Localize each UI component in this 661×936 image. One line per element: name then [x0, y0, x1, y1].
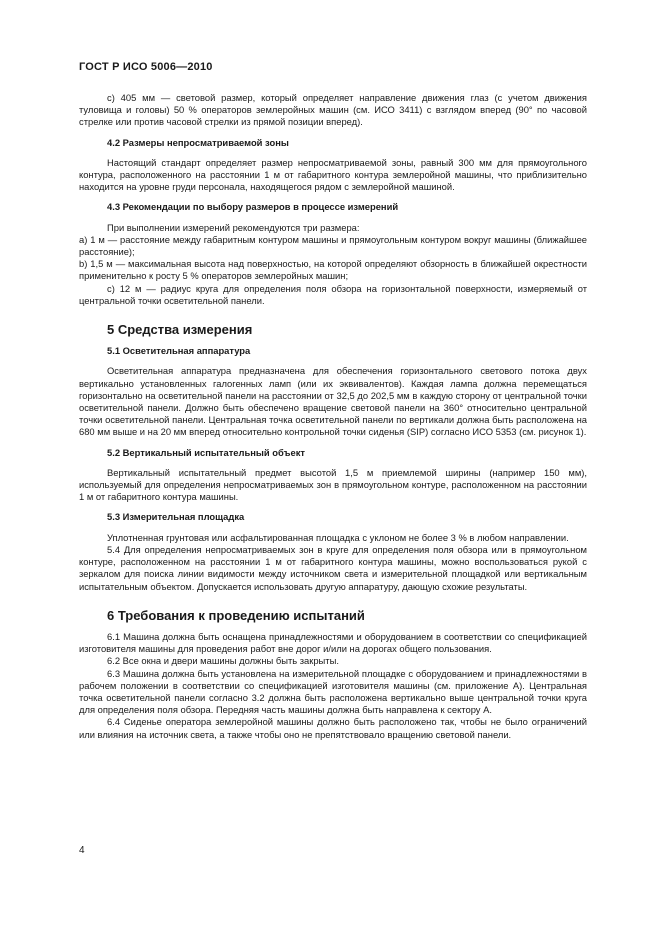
paragraph-4-2: Настоящий стандарт определяет размер непросматриваемой зоны, равный 300 мм для прямоугольного контура, расположенного на расстоянии 1 м от габаритного контура землеройной машины, что приблизительно находится на уровне груди персонала, находящегося рядом с землеройной машиной. [79, 156, 587, 193]
page-number: 4 [79, 845, 85, 856]
section-heading-6: 6 Требования к проведению испытаний [107, 607, 365, 623]
paragraph-4-3-intro: При выполнении измерений рекомендуются три размера: [107, 221, 360, 233]
document-header: ГОСТ Р ИСО 5006—2010 [79, 61, 213, 73]
heading-4-2: 4.2 Размеры непросматриваемой зоны [107, 136, 289, 148]
heading-4-3: 4.3 Рекомендации по выбору размеров в процессе измерений [107, 201, 399, 213]
heading-5-3: 5.3 Измерительная площадка [107, 511, 245, 523]
list-item-4-3-c: c) 12 м — радиус круга для определения поля обзора на горизонтальной поверхности, измеряемый от центральной точки осветительной панели. [79, 282, 587, 306]
paragraph-item-c-405: c) 405 мм — световой размер, который определяет направление движения глаз (с учетом движения туловища и головы) 50 % операторов землеройных машин (см. ИСО 3411) с взглядом вперед (90° по часовой стрелке или против часовой стрелки из прямой позиции вперед). [79, 92, 587, 128]
paragraph-5-2: Вертикальный испытательный предмет высотой 1,5 м приемлемой ширины (например 150 мм), используемый для определения непросматриваемых зон в прямоугольном контуре, расположенном на расстоянии 1 м от габаритного контура машины. [79, 466, 587, 503]
paragraph-5-4: 5.4 Для определения непросматриваемых зон в круге для определения поля обзора или в прямоугольном контуре, расположенном на расстоянии 1 м от габаритного контура машины, можно воспользоваться рукой с зеркалом для поиска линии видимости между источником света и измерительной площадкой или вертикальным испытательным объектом. Допускается использовать другую аппаратуру, дающую схожие результаты. [79, 543, 587, 592]
heading-5-1: 5.1 Осветительная аппаратура [107, 345, 251, 357]
heading-5-2: 5.2 Вертикальный испытательный объект [107, 446, 305, 458]
section-heading-5: 5 Средства измерения [107, 322, 253, 338]
paragraph-6-4: 6.4 Сиденье оператора землеройной машины должно быть расположено так, чтобы не было ограничений или влияния на источник света, а также чтобы оно не препятствовало вращению световой панели. [79, 716, 587, 740]
paragraph-6-2: 6.2 Все окна и двери машины должны быть закрыты. [107, 655, 339, 667]
paragraph-5-1: Осветительная аппаратура предназначена для обеспечения горизонтального светового потока двух вертикально установленных галогенных ламп (или их эквивалентов). Каждая лампа должна перемещаться горизонтально на осветительной панели на расстоянии от 32,5 до 202,5 мм в каждую сторону от центральной точки осветительной панели. Должно быть обеспечено вращение световой панели на 360° относительно центральной точки осветительной панели. Центральная точка осветительной панели по вертикали должна быть расположена на 680 мм выше и на 20 мм вперед относительно контрольной точки сиденья (SIP) согласно ИСО 5353 (см. рисунок 1). [79, 365, 587, 438]
paragraph-5-3: Уплотненная грунтовая или асфальтированная площадка с уклоном не более 3 % в любом направлении. [107, 531, 569, 543]
list-item-4-3-b: b) 1,5 м — максимальная высота над поверхностью, на которой определяют обзорность в ближайшей окрестности применительно к росту 5 % операторов землеройных машин; [79, 258, 587, 282]
paragraph-6-1: 6.1 Машина должна быть оснащена принадлежностями и оборудованием в соответствии со спецификацией изготовителя машины для проведения работ вне дорог и/или на дорогах общего пользования. [79, 630, 587, 655]
list-item-4-3-a: a) 1 м — расстояние между габаритным контуром машины и прямоугольным контуром вокруг машины (ближайшее расстояние); [79, 233, 587, 258]
document-body [79, 92, 587, 741]
paragraph-6-3: 6.3 Машина должна быть установлена на измерительной площадке с оборудованием и принадлежностями в рабочем положении в соответствии со спецификацией изготовителя машины (см. приложение А). Центральная точка осветительной панели согласно 3.2 должна быть расположена вертикально выше центральной точки круга для определения поля обзора. Передняя часть машины должна быть направлена к сектору А. [79, 667, 587, 716]
